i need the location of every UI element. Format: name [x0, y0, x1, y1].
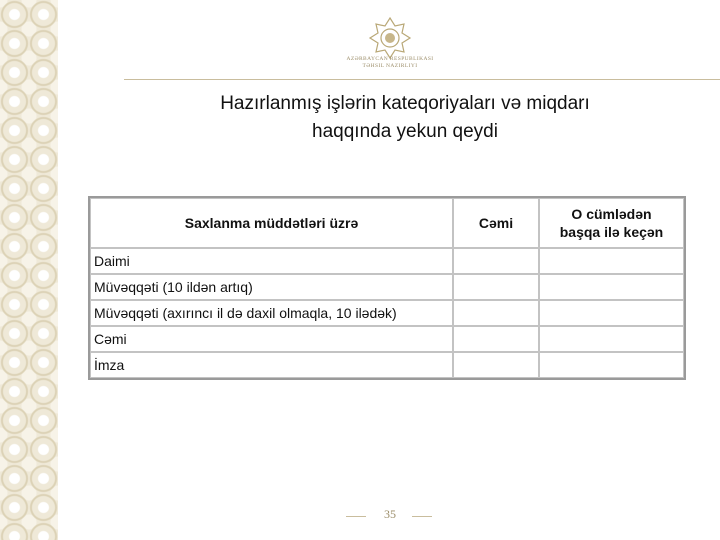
transferred-cell[interactable] — [539, 352, 684, 378]
page-number-line-left — [346, 516, 366, 517]
decorative-pattern-band — [0, 0, 58, 540]
table-header-row — [90, 198, 684, 248]
table-row — [90, 274, 684, 300]
org-name-line2: TƏHSIL NAZIRLIYI — [362, 63, 418, 69]
transferred-cell[interactable] — [539, 248, 684, 274]
page-number: 35 — [384, 507, 396, 521]
page-number-line-right — [412, 516, 432, 517]
table-row — [90, 326, 684, 352]
total-cell[interactable] — [453, 248, 539, 274]
row-label: Müvəqqəti (axırıncı il də daxil olmaqla, 10 ilədək) — [90, 300, 453, 326]
transferred-cell[interactable] — [539, 326, 684, 352]
table-row — [90, 300, 684, 326]
column-header-transferred-line2: başqa ilə keçən — [559, 224, 664, 240]
row-label: Müvəqqəti (10 ildən artıq) — [90, 274, 453, 300]
total-cell[interactable] — [453, 300, 539, 326]
column-header-transferred — [539, 198, 684, 248]
row-label: Cəmi — [90, 326, 453, 352]
total-cell[interactable] — [453, 326, 539, 352]
column-header-transferred-line1: O cümlədən — [571, 206, 652, 222]
org-name-line1: AZƏRBAYCAN RESPUBLIKASI — [346, 56, 434, 62]
table-row — [90, 248, 684, 274]
transferred-cell[interactable] — [539, 274, 684, 300]
title-line-1: Hazırlanmış işlərin kateqoriyaları və miqdarı — [220, 93, 590, 114]
summary-table — [88, 196, 686, 380]
total-cell[interactable] — [453, 352, 539, 378]
row-label: İmza — [90, 352, 453, 378]
column-header-total: Cəmi — [453, 198, 539, 248]
summary-table-container — [88, 196, 682, 379]
row-label: Daimi — [90, 248, 453, 274]
total-cell[interactable] — [453, 274, 539, 300]
table-row — [90, 352, 684, 378]
title-line-2: haqqında yekun qeydi — [312, 121, 498, 142]
transferred-cell[interactable] — [539, 300, 684, 326]
ministry-name — [330, 56, 450, 70]
header-divider — [124, 79, 720, 80]
page-title — [135, 90, 675, 146]
column-header-retention: Saxlanma müddətləri üzrə — [90, 198, 453, 248]
ministry-emblem-icon — [368, 16, 412, 60]
